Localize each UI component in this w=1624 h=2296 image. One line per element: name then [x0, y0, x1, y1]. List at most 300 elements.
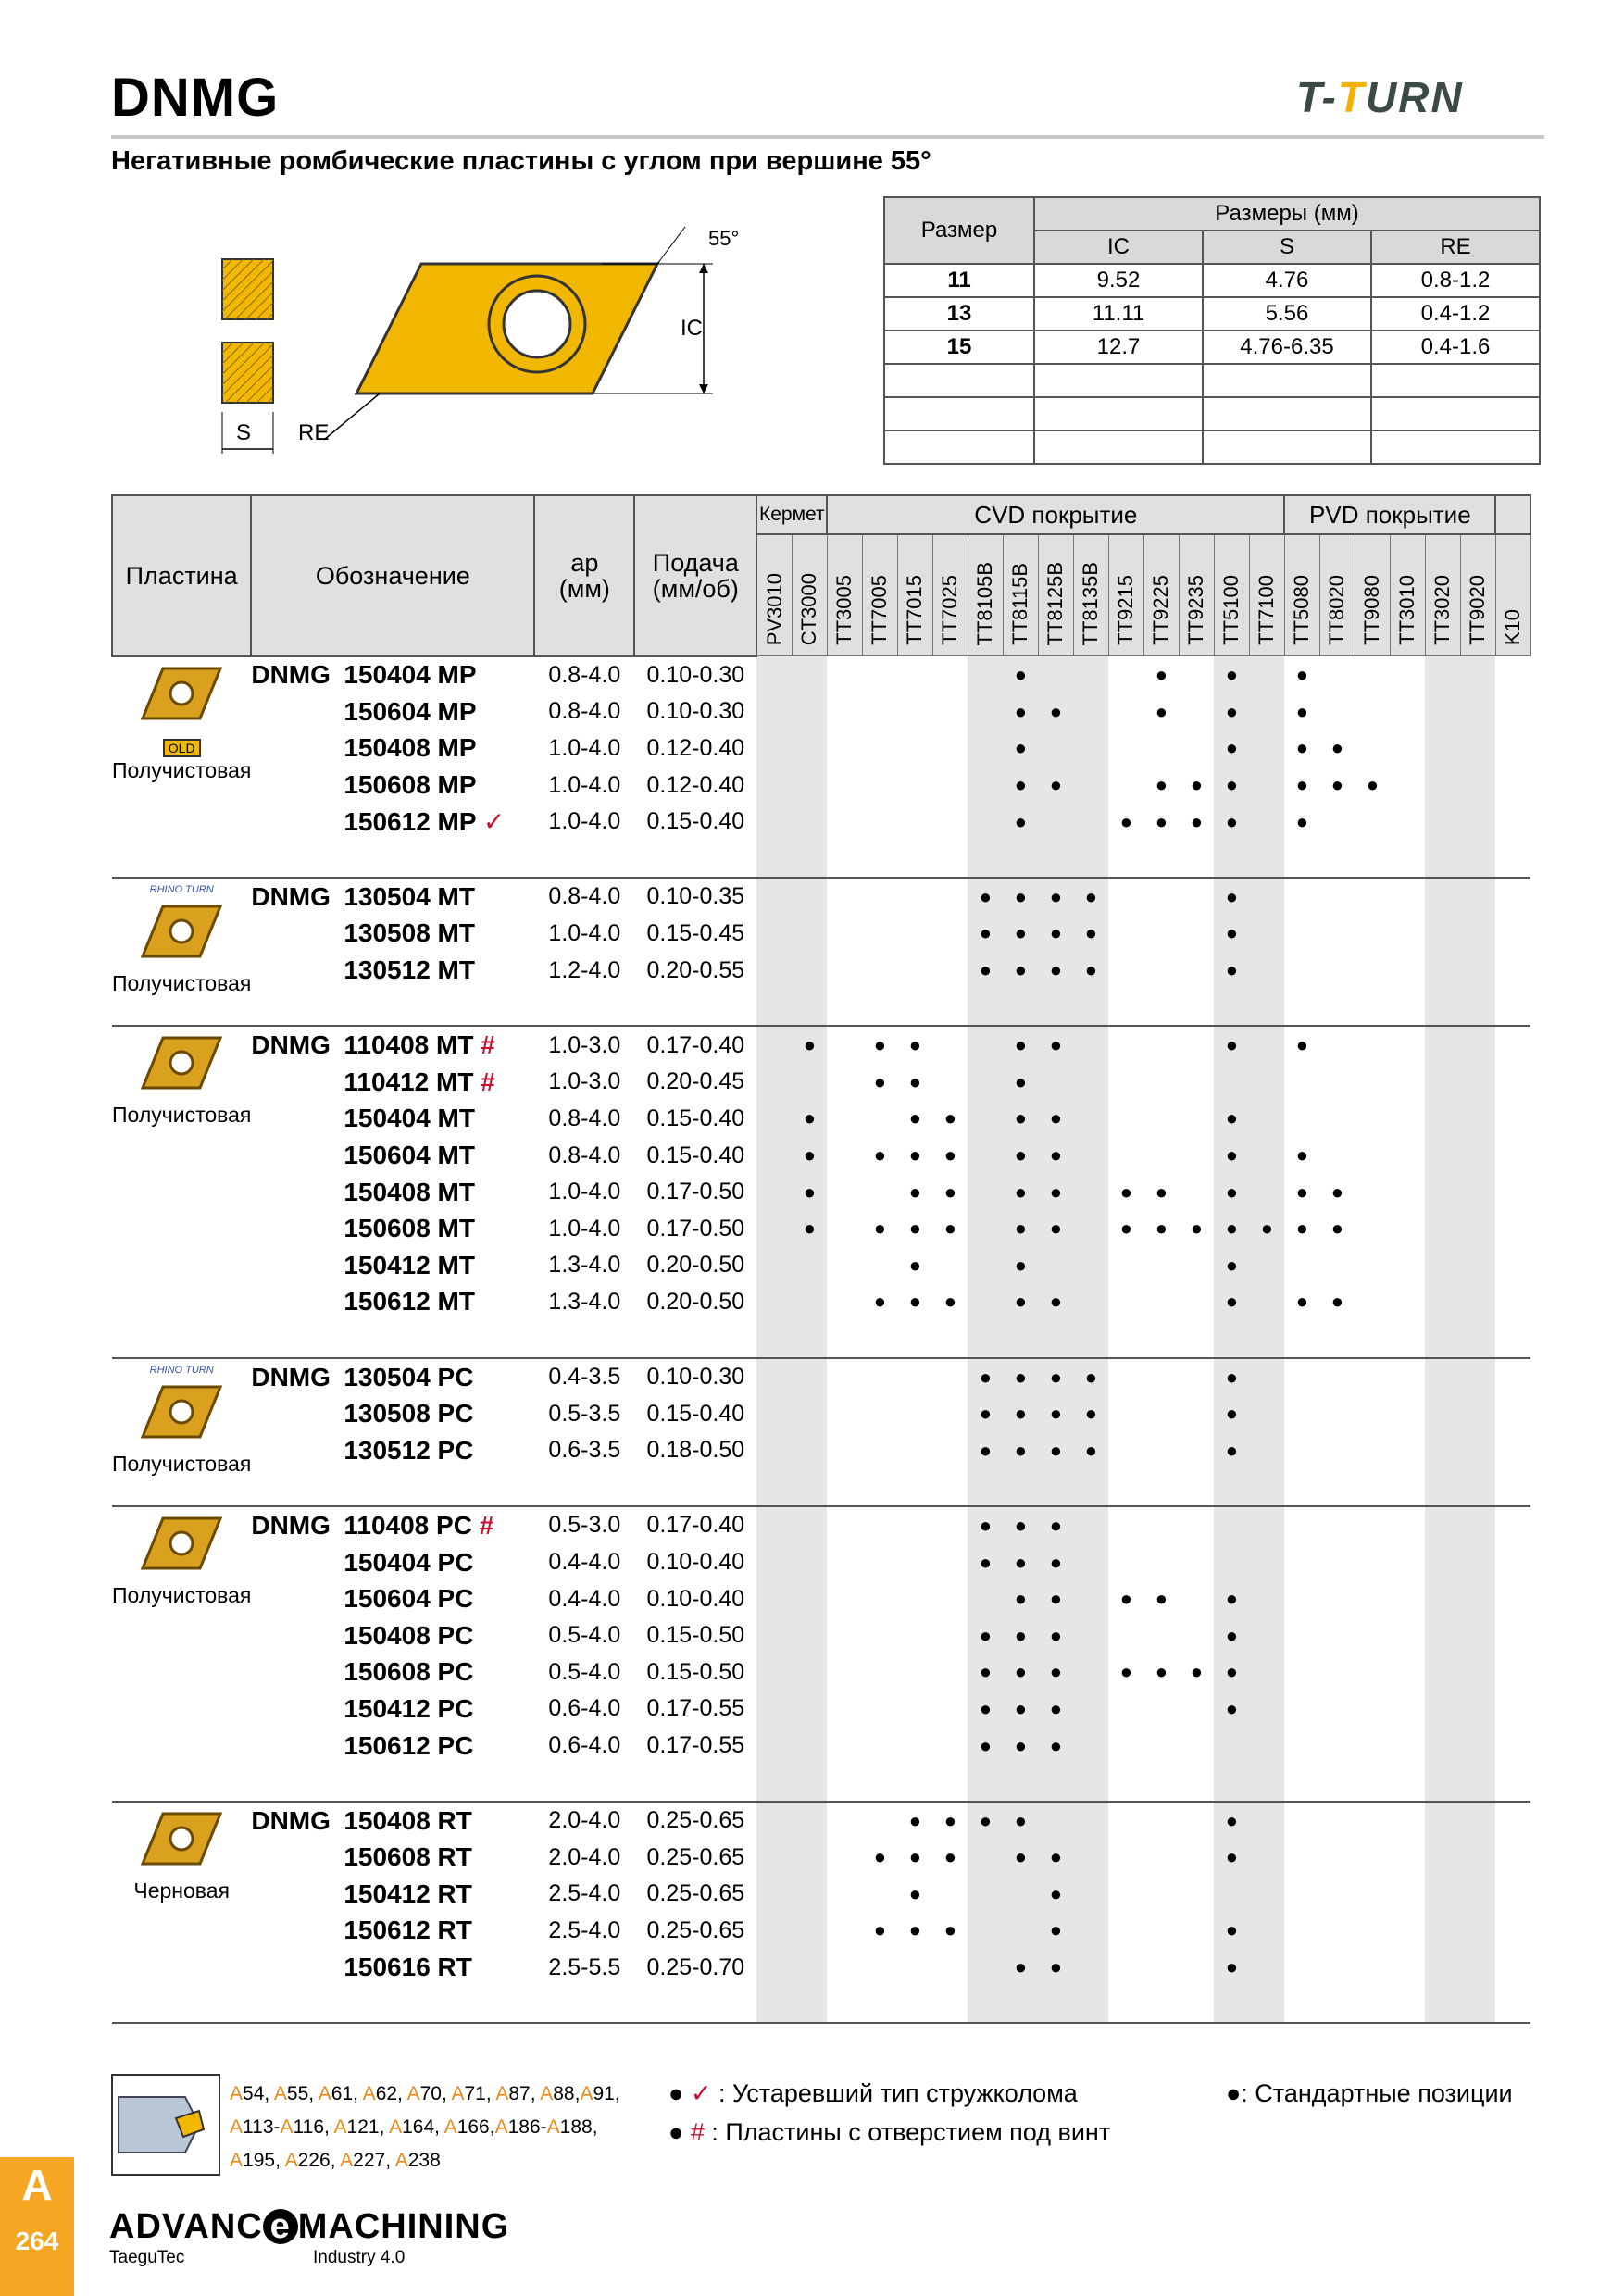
grade-cell	[1179, 1026, 1214, 1064]
grade-cell	[1108, 1101, 1143, 1138]
table-row	[112, 1617, 1530, 1654]
page-reference-link[interactable]: A87	[495, 2083, 531, 2104]
grade-cell	[1179, 1064, 1214, 1101]
grade-cell	[1355, 1913, 1390, 1950]
table-row	[112, 1913, 1530, 1950]
grade-cell: ●	[1003, 1617, 1038, 1654]
grade-cell	[1214, 1544, 1249, 1581]
grade-cell: ●	[1003, 1101, 1038, 1138]
grade-cell	[1495, 916, 1530, 953]
grade-cell	[1495, 730, 1530, 767]
grade-cell	[1425, 1506, 1460, 1544]
ap-cell: 0.8-4.0	[548, 1142, 621, 1168]
page-reference-link[interactable]: A195	[230, 2150, 276, 2171]
feed-cell: 0.25-0.65	[646, 1807, 745, 1834]
grade-cell	[1073, 1544, 1108, 1581]
page-reference-link[interactable]: A88	[540, 2083, 575, 2104]
grade-cell	[1284, 1949, 1319, 1986]
grade-cell	[1355, 878, 1390, 916]
grade-cell: ●	[1003, 767, 1038, 804]
grade-cell	[1355, 1802, 1390, 1840]
table-row	[112, 1358, 1530, 1396]
page-reference-link[interactable]: A116	[280, 2116, 324, 2138]
grade-cell: ●	[1214, 916, 1249, 953]
grade-cell: ●	[1038, 1358, 1073, 1396]
grade-cell	[792, 1728, 827, 1765]
grade-cell	[827, 804, 862, 841]
grade-cell	[1249, 656, 1284, 694]
grade-cell	[756, 1544, 792, 1581]
grade-cell: ●	[1155, 663, 1168, 687]
grade-cell	[1460, 1358, 1495, 1396]
grade-cell	[827, 1728, 862, 1765]
grade-cell	[932, 1358, 968, 1396]
grade-cell	[756, 804, 792, 841]
grade-cell	[1390, 1210, 1425, 1247]
page-reference-link[interactable]: A54	[230, 2083, 265, 2104]
grade-cell	[1179, 1137, 1214, 1174]
grade-cell	[1284, 1358, 1319, 1396]
page-reference-link[interactable]: A91	[580, 2083, 615, 2104]
grade-cell: ●	[1295, 736, 1308, 760]
designation-cell: 150408 MT	[344, 1177, 475, 1206]
grade-cell: ●	[1038, 1101, 1073, 1138]
grade-cell	[756, 1064, 792, 1101]
grade-header: TT9225	[1143, 534, 1179, 656]
grade-cell: ●	[1003, 804, 1038, 841]
page-reference-link[interactable]: A186	[494, 2116, 541, 2138]
grade-cell: ●	[1003, 952, 1038, 989]
grade-cell	[1460, 730, 1495, 767]
grade-cell	[932, 730, 968, 767]
grade-cell	[1425, 1247, 1460, 1284]
grade-cell	[756, 1728, 792, 1765]
grade-cell	[1355, 1210, 1390, 1247]
grade-cell	[1143, 1432, 1179, 1469]
grade-cell	[932, 952, 968, 989]
grade-cell: ●	[908, 1143, 921, 1167]
grade-cell	[1495, 1101, 1530, 1138]
grade-cell	[932, 767, 968, 804]
grade-cell: ●	[1295, 809, 1308, 833]
grade-cell	[1425, 1949, 1460, 1986]
grade-cell	[1390, 1617, 1425, 1654]
grade-cell	[1143, 878, 1179, 916]
grade-cell	[1108, 1064, 1143, 1101]
grade-cell: ●	[908, 1808, 921, 1832]
page-reference-link[interactable]: A226	[284, 2150, 331, 2171]
grade-cell: ●	[1003, 916, 1038, 953]
grade-cell	[1495, 1802, 1530, 1840]
table-row	[112, 730, 1530, 767]
grade-cell	[1073, 804, 1108, 841]
grade-cell	[1319, 1580, 1355, 1617]
grade-cell	[756, 693, 792, 730]
grade-cell	[932, 916, 968, 953]
grade-cell: ●	[943, 1290, 956, 1314]
grade-cell	[827, 916, 862, 953]
page-reference-link[interactable]: A55	[273, 2083, 309, 2104]
designation-cell: DNMG 150404 MP	[251, 660, 477, 690]
grade-cell: ●	[1003, 1210, 1038, 1247]
grade-cell	[792, 1580, 827, 1617]
page-reference-link[interactable]: A71	[451, 2083, 486, 2104]
grade-cell: ●	[1295, 1217, 1308, 1241]
grade-cell: ●	[1295, 1179, 1308, 1204]
designation-cell: 130512 PC	[344, 1435, 474, 1465]
grade-cell	[1319, 878, 1355, 916]
grade-cell	[862, 1691, 897, 1728]
ap-cell: 1.0-3.0	[548, 1068, 621, 1095]
ap-cell: 0.8-4.0	[548, 883, 621, 910]
grade-cell	[1249, 1247, 1284, 1284]
feed-cell: 0.17-0.55	[646, 1732, 745, 1759]
grade-cell	[1425, 1432, 1460, 1469]
insert-type-cell	[112, 1802, 251, 2024]
grade-cell	[1495, 1913, 1530, 1950]
grade-cell	[897, 878, 932, 916]
grade-cell	[862, 804, 897, 841]
grade-cell	[1425, 1395, 1460, 1432]
grade-cell	[792, 1654, 827, 1691]
grade-cell	[1319, 1026, 1355, 1064]
ic-cell: 9.52	[1034, 264, 1203, 297]
feed-cell: 0.20-0.45	[646, 1068, 745, 1095]
designation-cell: 130508 MT	[344, 918, 475, 948]
grade-cell: ●	[968, 1728, 1003, 1765]
grade-cell	[1179, 1174, 1214, 1211]
grade-cell	[1355, 952, 1390, 989]
ap-cell: 0.8-4.0	[548, 698, 621, 725]
feed-cell: 0.25-0.65	[646, 1880, 745, 1907]
grade-cell	[1390, 1358, 1425, 1396]
designation-mark: ✓	[482, 807, 506, 837]
grade-cell: ●	[1003, 1358, 1038, 1396]
page-reference-link[interactable]: A188	[546, 2116, 593, 2138]
table-row	[112, 1101, 1530, 1138]
grade-cell: ●	[792, 1137, 827, 1174]
grade-cell	[827, 1101, 862, 1138]
grade-cell	[1425, 693, 1460, 730]
grade-cell: ●	[1214, 1210, 1249, 1247]
grade-cell: ●	[943, 1179, 956, 1204]
grade-cell	[1073, 1506, 1108, 1544]
grade-cell	[1284, 878, 1319, 916]
ap-cell: 0.5-3.0	[548, 1512, 621, 1539]
table-row	[112, 952, 1530, 989]
grade-cell	[862, 1802, 897, 1840]
grade-cell: ●	[873, 1845, 886, 1869]
grade-cell	[1284, 1247, 1319, 1284]
grade-cell	[1249, 1358, 1284, 1396]
designation-cell: 150404 MT	[344, 1104, 475, 1133]
grade-cell	[792, 1802, 827, 1840]
grade-cell	[827, 1432, 862, 1469]
grade-cell	[1425, 1101, 1460, 1138]
grade-cell	[1425, 730, 1460, 767]
grade-cell	[1179, 1840, 1214, 1877]
grade-cell	[827, 730, 862, 767]
grade-cell	[897, 1691, 932, 1728]
grade-cell	[827, 693, 862, 730]
designation-cell: 150612 RT	[344, 1915, 472, 1945]
grade-cell	[756, 1654, 792, 1691]
grade-cell	[1390, 804, 1425, 841]
grade-cell: ●	[1119, 1217, 1132, 1241]
grade-cell	[1460, 1840, 1495, 1877]
grade-cell	[1460, 1580, 1495, 1617]
grade-cell	[932, 1506, 968, 1544]
grade-cell	[1143, 952, 1179, 989]
grade-cell: ●	[943, 1808, 956, 1832]
grade-cell	[1143, 1137, 1179, 1174]
grade-cell	[932, 1395, 968, 1432]
designation-cell: 150612 PC	[344, 1730, 474, 1760]
grade-cell: ●	[908, 1033, 921, 1057]
grade-cell	[1073, 1101, 1108, 1138]
grade-cell	[862, 730, 897, 767]
insert-type-cell	[112, 656, 251, 879]
dimensions-group-header: Размеры (мм)	[1034, 197, 1540, 231]
table-row	[112, 804, 1530, 841]
grade-cell: ●	[1003, 1544, 1038, 1581]
grade-cell	[1108, 656, 1143, 694]
grade-cell	[1038, 804, 1073, 841]
grade-cell	[1284, 1728, 1319, 1765]
ap-cell: 1.3-4.0	[548, 1288, 621, 1315]
machining-type-label: Получистовая	[112, 1103, 252, 1128]
rhino-turn-badge: RHINO TURN	[149, 1364, 214, 1376]
grade-cell: ●	[1295, 1143, 1308, 1167]
old-badge: OLD	[163, 739, 201, 757]
grade-cell	[1390, 767, 1425, 804]
grade-cell	[862, 1617, 897, 1654]
grade-cell	[1319, 1358, 1355, 1396]
grade-cell	[1073, 1840, 1108, 1877]
designation-cell: DNMG 110408 MT #	[251, 1030, 495, 1060]
grade-cell	[1390, 1174, 1425, 1211]
grade-cell	[1284, 952, 1319, 989]
ap-cell: 1.0-3.0	[548, 1031, 621, 1058]
table-row	[112, 1247, 1530, 1284]
grade-cell	[1390, 1840, 1425, 1877]
ap-cell: 0.4-3.5	[548, 1364, 621, 1391]
grade-cell	[897, 1728, 932, 1765]
page-reference-link[interactable]: A62	[362, 2083, 398, 2104]
grade-cell	[1390, 1654, 1425, 1691]
page-reference-link[interactable]: A238	[394, 2150, 441, 2171]
grade-cell	[1355, 730, 1390, 767]
grade-cell: ●	[1038, 1506, 1073, 1544]
designation-cell: 130512 MT	[344, 955, 475, 985]
grade-cell	[756, 916, 792, 953]
grade-cell	[1495, 1580, 1530, 1617]
designation-cell: 150412 PC	[344, 1693, 474, 1723]
table-row	[112, 767, 1530, 804]
grade-cell	[1284, 1544, 1319, 1581]
grade-cell: ●	[1214, 1247, 1249, 1284]
grade-cell	[1390, 1432, 1425, 1469]
page-reference-link[interactable]: A70	[406, 2083, 442, 2104]
grade-cell	[1460, 878, 1495, 916]
grade-cell: ●	[1003, 1840, 1038, 1877]
grade-cell	[1284, 916, 1319, 953]
grade-cell: ●	[908, 1217, 921, 1241]
grade-cell	[1249, 1506, 1284, 1544]
grade-cell	[968, 1137, 1003, 1174]
table-row	[112, 1876, 1530, 1913]
grade-cell	[1319, 916, 1355, 953]
grade-cell: ●	[908, 1845, 921, 1869]
grade-cell	[1249, 1432, 1284, 1469]
table-row	[112, 1506, 1530, 1544]
grade-cell	[1390, 1137, 1425, 1174]
insert-type-cell	[112, 1358, 251, 1506]
grade-cell: ●	[1214, 804, 1249, 841]
grade-cell: ●	[1038, 1876, 1073, 1913]
grade-cell	[897, 1544, 932, 1581]
ap-cell: 1.0-4.0	[548, 919, 621, 946]
grade-cell	[1249, 878, 1284, 916]
grade-cell: ●	[1038, 1137, 1073, 1174]
grade-cell	[1249, 1064, 1284, 1101]
grade-cell	[1108, 1728, 1143, 1765]
grade-cell	[1108, 1802, 1143, 1840]
grade-cell	[1073, 1949, 1108, 1986]
ap-cell: 0.5-3.5	[548, 1400, 621, 1427]
grade-header: TT9235	[1179, 534, 1214, 656]
grade-cell	[1284, 1913, 1319, 1950]
grade-cell	[862, 1174, 897, 1211]
grade-cell	[1108, 1026, 1143, 1064]
grade-cell	[1179, 1876, 1214, 1913]
col-s: S	[1203, 231, 1371, 264]
grade-cell	[1143, 1840, 1179, 1877]
table-row	[112, 1284, 1530, 1321]
grade-cell	[1390, 730, 1425, 767]
grade-header: TT8135B	[1073, 534, 1108, 656]
table-row	[112, 1432, 1530, 1469]
grade-cell	[1495, 1617, 1530, 1654]
grade-cell	[1390, 1544, 1425, 1581]
grade-cell	[897, 1395, 932, 1432]
col-re: RE	[1371, 231, 1540, 264]
grade-cell: ●	[1038, 1913, 1073, 1950]
grade-cell	[1073, 1247, 1108, 1284]
grade-cell	[897, 1432, 932, 1469]
grade-cell	[1460, 1210, 1495, 1247]
grade-cell	[1460, 1802, 1495, 1840]
grade-header: TT8020	[1319, 534, 1355, 656]
grade-cell: ●	[1214, 1101, 1249, 1138]
feed-cell: 0.15-0.40	[646, 808, 745, 835]
page-reference-link[interactable]: A227	[340, 2150, 386, 2171]
grade-cell	[1495, 1544, 1530, 1581]
grade-cell	[756, 1284, 792, 1321]
grade-cell	[1425, 1174, 1460, 1211]
grade-cell	[1355, 1358, 1390, 1396]
grade-cell	[1460, 1876, 1495, 1913]
grade-cell	[792, 693, 827, 730]
grade-cell: ●	[1038, 878, 1073, 916]
page-reference-link[interactable]: A164	[389, 2116, 435, 2138]
table-row	[112, 1691, 1530, 1728]
ap-cell: 1.0-4.0	[548, 1215, 621, 1242]
grade-cell	[1390, 1802, 1425, 1840]
grade-cell	[1495, 1876, 1530, 1913]
grade-cell: ●	[1119, 1179, 1132, 1204]
grade-cell	[756, 730, 792, 767]
grade-cell	[1390, 1913, 1425, 1950]
grade-cell	[1073, 1026, 1108, 1064]
grade-cell	[932, 693, 968, 730]
designation-cell: 150608 PC	[344, 1657, 474, 1687]
grade-cell	[792, 1876, 827, 1913]
grade-cell	[827, 767, 862, 804]
grade-header: K10	[1495, 534, 1530, 656]
s-label: S	[236, 420, 252, 445]
grade-header: TT5100	[1214, 534, 1249, 656]
grade-cell	[968, 1580, 1003, 1617]
grade-cell	[1249, 916, 1284, 953]
grade-cell	[1460, 656, 1495, 694]
insert-thumbnail-icon	[135, 663, 228, 728]
ap-cell: 0.6-4.0	[548, 1732, 621, 1759]
grade-cell	[827, 1247, 862, 1284]
page-reference-link[interactable]: A61	[318, 2083, 354, 2104]
page-reference-link[interactable]: A166	[443, 2116, 490, 2138]
grade-cell: ●	[1190, 1217, 1203, 1241]
machining-type-label: Получистовая	[112, 971, 252, 996]
grade-cell	[827, 878, 862, 916]
grade-cell	[792, 1432, 827, 1469]
grade-cell	[1319, 1949, 1355, 1986]
grade-cell	[1390, 1247, 1425, 1284]
grade-cell	[1143, 1691, 1179, 1728]
grade-cell	[1390, 1101, 1425, 1138]
grade-cell: ●	[908, 1918, 921, 1942]
brand-wordmark: ADVANC e MACHINING	[109, 2207, 510, 2246]
page-reference-link[interactable]: A113	[230, 2116, 274, 2138]
feed-cell: 0.17-0.40	[646, 1512, 745, 1539]
ap-cell: 1.0-4.0	[548, 808, 621, 835]
grade-cell	[1179, 1728, 1214, 1765]
grade-cell	[1108, 1949, 1143, 1986]
grade-cell	[932, 1691, 968, 1728]
ap-cell: 2.0-4.0	[548, 1807, 621, 1834]
grade-cell: ●	[1003, 656, 1038, 694]
grade-cell	[1108, 1284, 1143, 1321]
size-cell: 15	[884, 331, 1034, 364]
re-cell: 0.4-1.6	[1371, 331, 1540, 364]
grade-cell	[1179, 1506, 1214, 1544]
feed-cell: 0.20-0.55	[646, 956, 745, 983]
grade-cell	[1073, 1174, 1108, 1211]
grade-cell	[1143, 1802, 1179, 1840]
grade-cell: ●	[1214, 1580, 1249, 1617]
grade-header: TT9215	[1108, 534, 1143, 656]
grade-cell	[1390, 1580, 1425, 1617]
designation-cell: 130508 PC	[344, 1399, 474, 1429]
grade-header: TT3020	[1425, 534, 1460, 656]
grade-cell	[1179, 1691, 1214, 1728]
grade-cell	[1249, 767, 1284, 804]
grade-cell: ●	[1038, 952, 1073, 989]
grade-cell	[1179, 1544, 1214, 1581]
table-row	[112, 1840, 1530, 1877]
page-reference-link[interactable]: A121	[333, 2116, 380, 2138]
grade-cell	[756, 1949, 792, 1986]
